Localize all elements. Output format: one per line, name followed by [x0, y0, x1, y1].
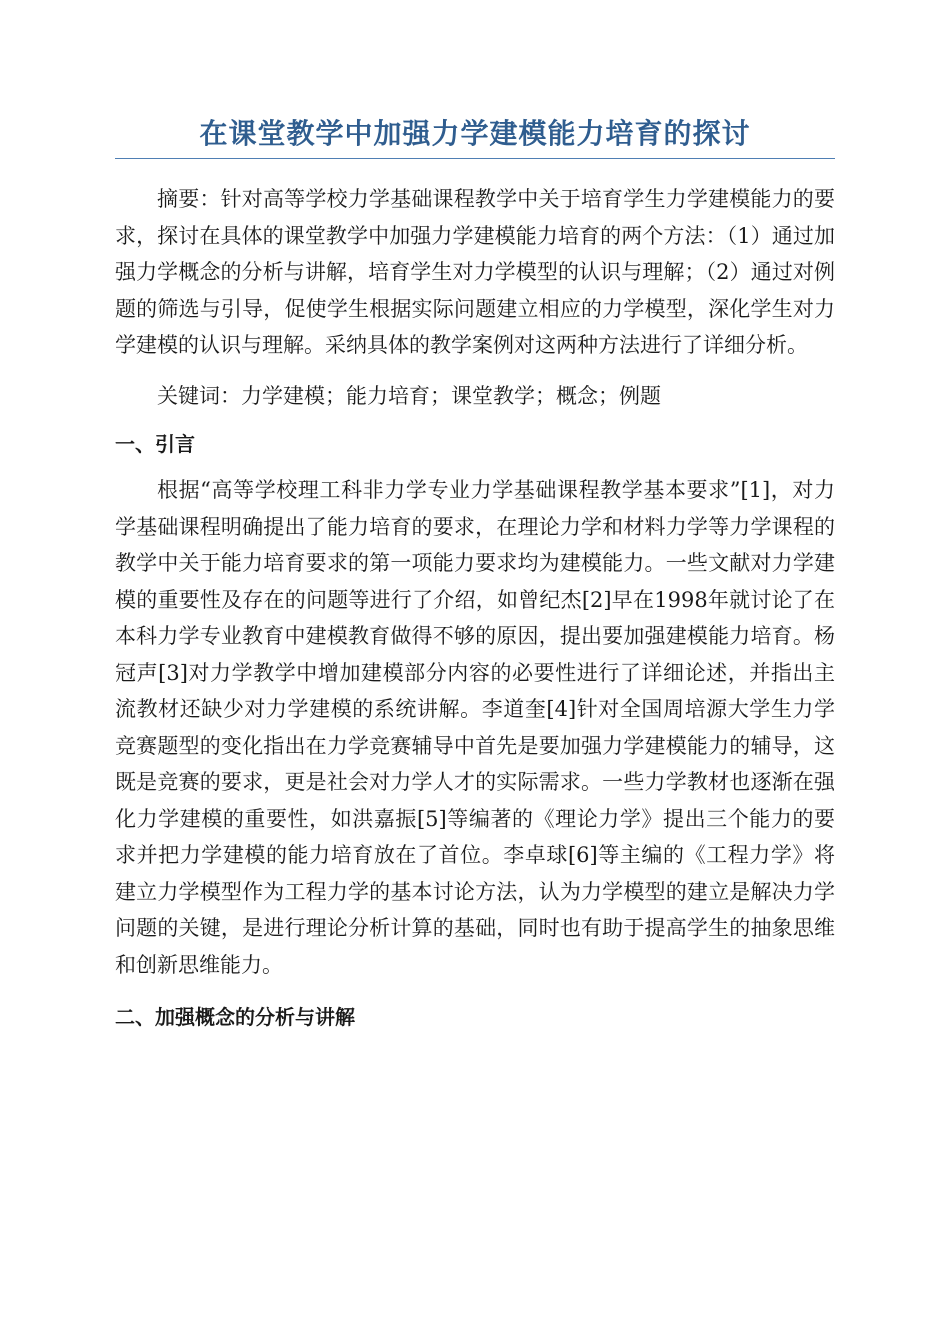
introduction-paragraph: 根据“高等学校理工科非力学专业力学基础课程教学基本要求”[1]，对力学基础课程明确提出了能力培育的要求，在理论力学和材料力学等力学课程的教学中关于能力培育要求的第一项能力要求均为建模能力。一些文献对力学建模的重要性及存在的问题等进行了介绍，如曾纪杰[2]早在1998年就讨论了在本科力学专业教育中建模教育做得不够的原因，提出要加强建模能力培育。杨冠声[3]对力学教学中增加建模部分内容的必要性进行了详细论述，并指出主流教材还缺少对力学建模的系统讲解。李道奎[4]针对全国周培源大学生力学竞赛题型的变化指出在力学竞赛辅导中首先是要加强力学建模能力的辅导，这既是竞赛的要求，更是社会对力学人才的实际需求。一些力学教材也逐渐在强化力学建模的重要性，如洪嘉振[5]等编著的《理论力学》提出三个能力的要求并把力学建模的能力培育放在了首位。李卓球[6]等主编的《工程力学》将建立力学模型作为工程力学的基本讨论方法，认为力学模型的建立是解决力学问题的关键，是进行理论分析计算的基础，同时也有助于提高学生的抽象思维和创新思维能力。	[115, 478, 835, 977]
document-page	[115, 112, 835, 1035]
keywords-paragraph: 关键词：力学建模；能力培育；课堂教学；概念；例题	[157, 383, 661, 408]
abstract-paragraph: 摘要：针对高等学校力学基础课程教学中关于培育学生力学建模能力的要求，探讨在具体的课堂教学中加强力学建模能力培育的两个方法：（1）通过加强力学概念的分析与讲解，培育学生对力学模型的认识与理解；（2）通过对例题的筛选与引导，促使学生根据实际问题建立相应的力学模型，深化学生对力学建模的认识与理解。采纳具体的教学案例对这两种方法进行了详细分析。	[115, 187, 835, 357]
section-heading-concepts: 二、加强概念的分析与讲解	[115, 1005, 355, 1029]
document-title: 在课堂教学中加强力学建模能力培育的探讨	[115, 112, 835, 159]
section-heading-introduction: 一、引言	[115, 432, 195, 456]
